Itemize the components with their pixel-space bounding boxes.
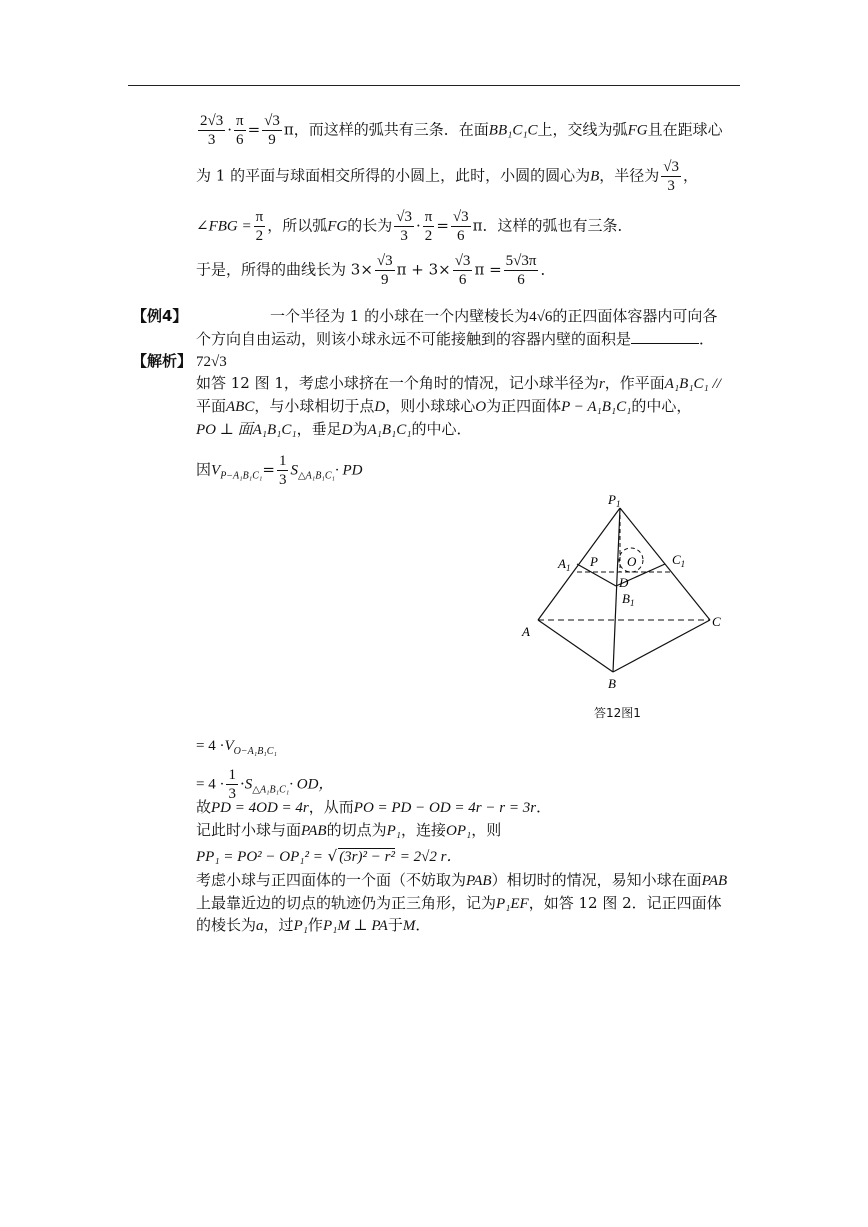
label-B: B [608, 676, 616, 691]
edge-PA [538, 508, 620, 620]
solution-line-8: 记此时小球与面PAB的切点为P₁，连接OP₁，则 [196, 821, 502, 839]
fraction: $\frac{√3}{3}$ [396, 209, 412, 244]
label-B1: $B_1$ [622, 591, 635, 608]
fraction: $\frac{1}{3}$ [278, 453, 287, 488]
solution-line-11: 上最靠近边的切点的轨迹仍为正三角形，记为P₁EF，如答 12 图 2．记正四面体 [196, 894, 722, 912]
edge-CB [613, 620, 710, 672]
solution-label: 【解析】 [132, 352, 193, 370]
fraction: $\frac{\pi}{6}$ [236, 113, 244, 148]
label-C1: $C_1$ [672, 552, 686, 569]
fraction: $\frac{1}{3}$ [228, 767, 236, 802]
solution-line-4: 因$V_{P-A_1B_1C_1}=$ $\frac{1}{3}$ $S_{\triangle A_1B_1C_1}\cdot$ PD [196, 453, 363, 488]
solution-answer: 72√3 [196, 354, 227, 370]
fraction: $\frac{√3}{6}$ [454, 253, 471, 288]
solution-line-5: = $4 \cdot V_{O-A_1B_1C_1}$ [196, 738, 277, 757]
tetrahedron-figure [510, 490, 740, 696]
example-line-2: 个方向自由运动，则该小球永远不可能接触到的容器内壁的面积是 ． [196, 330, 715, 348]
intro-line-2: 为 1 的平面与球面相交所得的小圆上，此时，小圆的圆心为B，半径为 $\frac{√3}{3}$ ， [196, 159, 699, 194]
fraction: $\frac{\pi}{2}$ [255, 209, 264, 244]
fraction: $\frac{√3}{6}$ [452, 209, 469, 244]
intro-line-4: 于是，所得的曲线长为 3× $\frac{√3}{9}$ π + 3× $\frac{√3}{6}$ π = $\frac{5√3\pi}{6}$ ． [196, 253, 556, 288]
fraction: $\frac{√3}{9}$ [264, 113, 280, 148]
solution-line-12: 的棱长为a，过P₁作P₁M ⊥ PA于M． [196, 916, 431, 934]
label-A: A [522, 624, 530, 639]
label-D: D [619, 575, 629, 590]
solution-line-9: PP₁ = PO² − OP₁² = √ (3r)² − r² = 2√2 r． [196, 847, 462, 865]
example-label: 【例4】 [132, 307, 188, 325]
solution-line-1: 如答 12 图 1，考虑小球挤在一个角时的情况，记小球半径为r，作平面A₁B₁C₁ // [196, 374, 721, 392]
label-O: O [627, 554, 637, 569]
fraction: $\frac{√3}{3}$ [663, 159, 680, 194]
label-A1: $A_1$ [558, 556, 571, 573]
fraction: $\frac{5√3\pi}{6}$ [505, 253, 537, 288]
label-P: P [590, 554, 598, 569]
header-rule [128, 85, 740, 86]
fraction: $\frac{2√3}{3}$ [200, 113, 224, 148]
solution-line-10: 考虑小球与正四面体的一个面（不妨取为PAB）相切时的情况，易知小球在面PAB [196, 871, 728, 889]
intro-line-3: ∠FBG = $\frac{\pi}{2}$ ，所以弧FG的长为 $\frac{√3}{3}$ · $\frac{\pi}{2}$ = $\frac{√3}{6}$ π．这样的弧也有三条． [196, 209, 633, 244]
example-line-1: 一个半径为 1 的小球在一个内壁棱长为4√6的正四面体容器内可向各 [270, 307, 718, 325]
label-P1: $P_1$ [608, 492, 621, 509]
fraction: $\frac{\pi}{2}$ [424, 209, 433, 244]
solution-line-2: 平面ABC，与小球相切于点D，则小球球心O为正四面体P − A₁B₁C₁的中心， [196, 397, 692, 415]
edge-PB [613, 508, 620, 672]
solution-line-3: PO ⊥ 面A₁B₁C₁，垂足D为A₁B₁C₁的中心． [196, 420, 472, 438]
answer-blank [631, 329, 699, 344]
solution-line-7: 故PD = 4OD = 4r，从而PO = PD − OD = 4r − r = 3r． [196, 798, 552, 816]
label-C: C [712, 614, 721, 629]
fraction: $\frac{√3}{9}$ [376, 253, 393, 288]
edge-AB [538, 620, 613, 672]
solution-line-6: = 4 · $\frac{1}{3}$ $\cdot S_{\triangle A_1B_1C_1}\cdot$ OD， [196, 767, 334, 802]
intro-line-1: $\frac{2√3}{3}$ · $\frac{\pi}{6}$ = $\frac{√3}{9}$ π，而这样的弧共有三条．在面BB₁C₁C上，交线为弧FG且在距球心 [200, 113, 723, 148]
figure-caption: 答12图1 [594, 706, 641, 720]
